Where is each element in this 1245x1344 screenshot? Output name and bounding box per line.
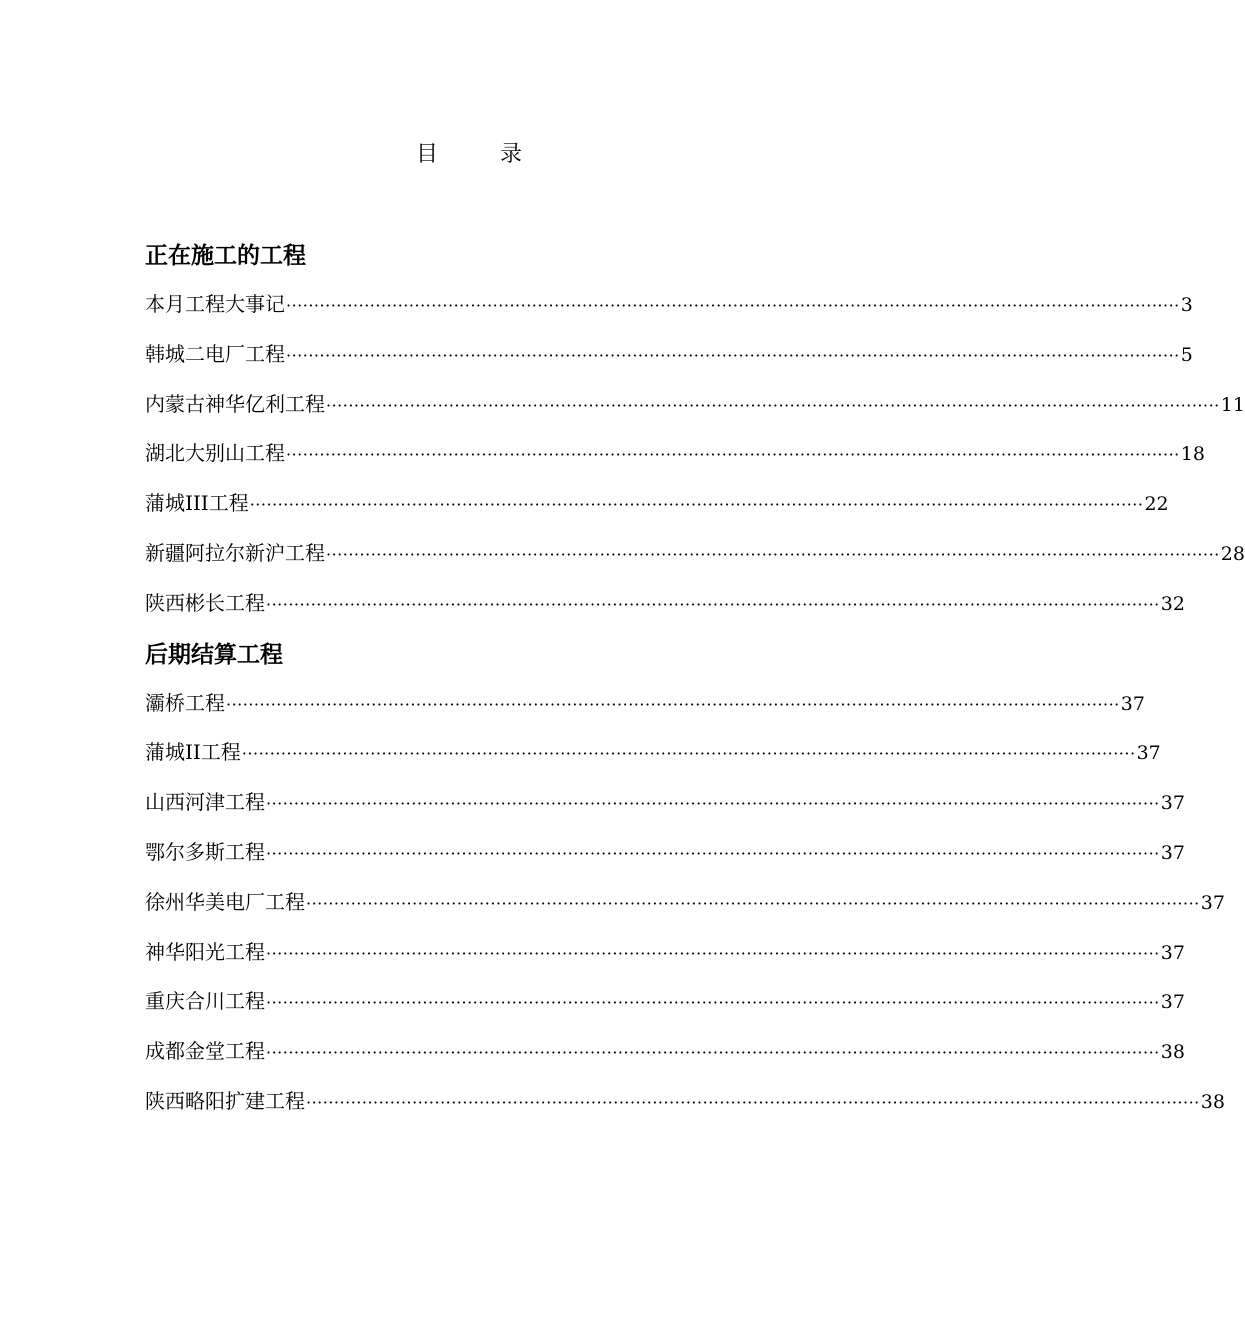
toc-entry-page: 5 xyxy=(1180,343,1193,366)
toc-entry[interactable] xyxy=(145,1080,1225,1130)
toc-entry-label: 徐州华美电厂工程 xyxy=(145,889,305,914)
toc-entry-page: 28 xyxy=(1220,542,1245,565)
dot-leader: ································································································································································ xyxy=(326,395,1220,415)
toc-entry-page: 38 xyxy=(1200,1090,1225,1113)
toc-entry[interactable] xyxy=(145,333,1193,383)
dot-leader: ································································································································································ xyxy=(286,296,1180,315)
toc-title-right: 录 xyxy=(500,142,523,167)
toc-entry-page: 32 xyxy=(1160,592,1185,615)
toc-entry[interactable] xyxy=(145,582,1185,632)
toc-entry-label: 蒲城III工程 xyxy=(145,491,249,516)
dot-leader: ································································································································································ xyxy=(266,1043,1160,1063)
toc-entry-label: 本月工程大事记 xyxy=(145,292,285,316)
toc-entry-page: 37 xyxy=(1136,742,1161,765)
toc-entry[interactable] xyxy=(145,731,1161,781)
dot-leader: ································································································································································ xyxy=(266,594,1160,614)
toc-entry-page: 37 xyxy=(1160,991,1185,1014)
dot-leader: ································································································································································ xyxy=(306,1092,1200,1112)
toc-entry-label: 韩城二电厂工程 xyxy=(145,341,285,366)
toc-entry-page: 37 xyxy=(1120,692,1145,715)
toc-entry-page: 37 xyxy=(1160,792,1185,815)
toc-title-left: 目 xyxy=(415,142,438,167)
toc-entry-label: 灞桥工程 xyxy=(145,690,225,715)
toc-entry-label: 神华阳光工程 xyxy=(145,939,265,964)
dot-leader: ································································································································································ xyxy=(249,495,1144,515)
dot-leader: ································································································································································ xyxy=(266,843,1160,863)
toc-entry[interactable] xyxy=(145,931,1185,981)
toc-entry-label: 湖北大别山工程 xyxy=(145,441,285,466)
dot-leader: ································································································································································ xyxy=(286,445,1180,465)
toc-entry-page: 11 xyxy=(1220,393,1245,416)
dot-leader: ································································································································································ xyxy=(226,694,1120,714)
toc-entry[interactable] xyxy=(145,682,1145,732)
toc-entry-label: 蒲城II工程 xyxy=(145,740,241,765)
section-heading-under-construction: 正在施工的工程 xyxy=(145,243,306,269)
toc-entry[interactable] xyxy=(145,1030,1185,1080)
toc-entry-label: 成都金堂工程 xyxy=(145,1039,265,1064)
dot-leader: ································································································································································ xyxy=(286,345,1180,365)
toc-entry-label: 内蒙古神华亿利工程 xyxy=(145,391,325,416)
toc-entry[interactable] xyxy=(145,881,1225,931)
toc-entry[interactable] xyxy=(145,482,1169,532)
dot-leader: ································································································································································ xyxy=(306,893,1200,913)
toc-entry-label: 新疆阿拉尔新沪工程 xyxy=(145,540,325,565)
dot-leader: ································································································································································ xyxy=(266,943,1160,963)
toc-entry[interactable] xyxy=(145,781,1185,831)
toc-entry-page: 37 xyxy=(1160,941,1185,964)
toc-entry-label: 陕西略阳扩建工程 xyxy=(145,1088,305,1113)
table-of-contents xyxy=(145,233,1245,1130)
toc-entry-page: 37 xyxy=(1160,841,1185,864)
toc-title xyxy=(0,140,938,170)
toc-entry-label: 陕西彬长工程 xyxy=(145,590,265,615)
dot-leader: ································································································································································ xyxy=(241,744,1136,764)
toc-entry-page: 3 xyxy=(1180,294,1193,316)
toc-entry-label: 山西河津工程 xyxy=(145,790,265,815)
toc-entry[interactable] xyxy=(145,980,1185,1030)
section-heading-settlement: 后期结算工程 xyxy=(145,641,283,668)
toc-entry-page: 22 xyxy=(1144,493,1169,516)
dot-leader: ································································································································································ xyxy=(266,993,1160,1013)
toc-entry-page: 38 xyxy=(1160,1041,1185,1064)
toc-entry[interactable] xyxy=(145,283,1193,333)
toc-entry[interactable] xyxy=(145,532,1245,582)
toc-entry-page: 18 xyxy=(1180,443,1205,466)
toc-entry-label: 重庆合川工程 xyxy=(145,989,265,1014)
toc-entry[interactable] xyxy=(145,383,1245,433)
toc-entry-page: 37 xyxy=(1200,891,1225,914)
toc-entry-label: 鄂尔多斯工程 xyxy=(145,839,265,864)
dot-leader: ································································································································································ xyxy=(326,544,1220,564)
dot-leader: ································································································································································ xyxy=(266,794,1160,814)
toc-entry[interactable] xyxy=(145,831,1185,881)
toc-entry[interactable] xyxy=(145,432,1205,482)
